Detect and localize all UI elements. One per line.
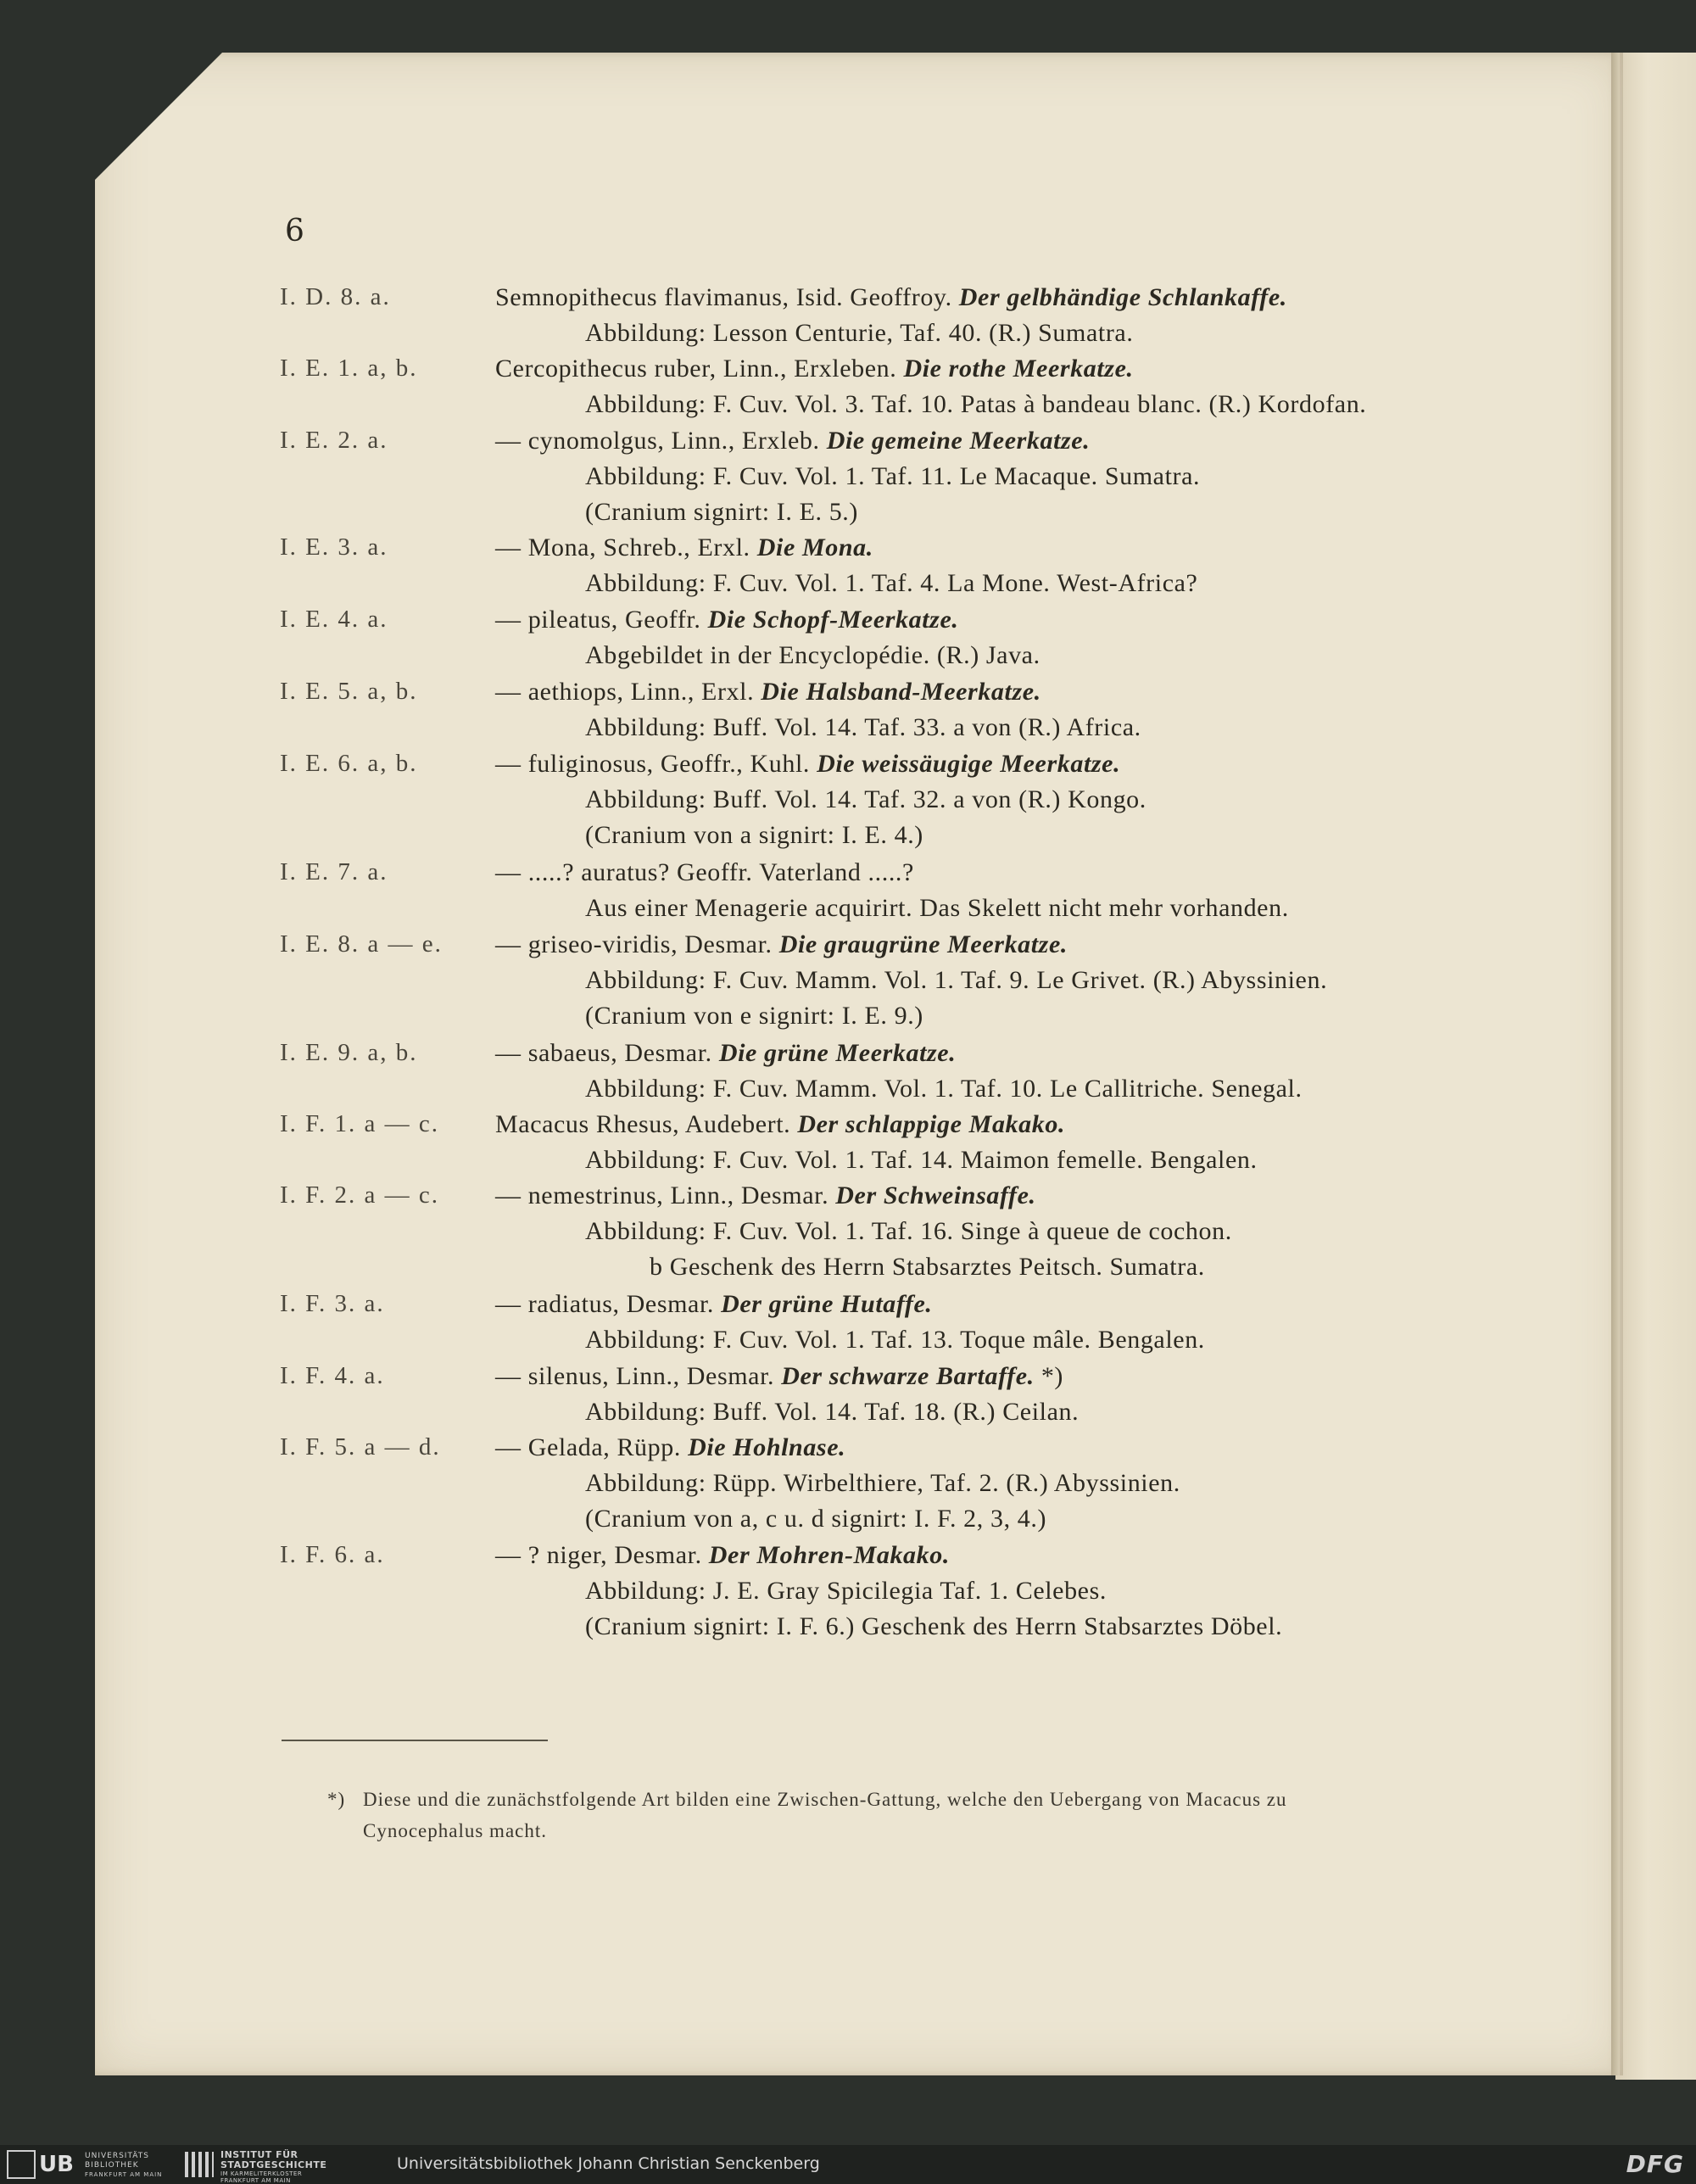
german-common-name: Der Mohren-Makako. [708, 1541, 950, 1569]
isg-line-2: STADTGESCHICHTE [220, 2159, 327, 2170]
german-common-name: Der Schweinsaffe. [835, 1181, 1036, 1209]
species-name-line [495, 750, 1120, 779]
german-common-name: Die grüne Meerkatze. [718, 1039, 957, 1067]
entry-text: b Geschenk des Herrn Stabsarztes Peitsch. Sumatra. [650, 1253, 1205, 1281]
entry-detail-line [585, 821, 923, 850]
entry-text: (Cranium von e signirt: I. E. 9.) [585, 1002, 923, 1030]
entry-text: Abbildung: J. E. Gray Spicilegia Taf. 1. Celebes. [585, 1577, 1107, 1605]
entry-detail-line [585, 1075, 1303, 1103]
entry-text: Abbildung: F. Cuv. Vol. 1. Taf. 11. Le Macaque. Sumatra. [585, 462, 1201, 490]
entry-text: Abbildung: F. Cuv. Vol. 1. Taf. 14. Maimon femelle. Bengalen. [585, 1146, 1258, 1174]
viewer-footer [0, 2145, 1696, 2184]
entry-code: I. E. 7. a. [280, 858, 388, 885]
dfg-logo[interactable]: DFG [1626, 2150, 1684, 2178]
entry-detail-line [585, 966, 1327, 995]
entry-detail-line [585, 713, 1141, 742]
footnote-line-2: Cynocephalus macht. [363, 1820, 548, 1841]
entry-text: (Cranium von a, c u. d signirt: I. F. 2, 3, 4.) [585, 1505, 1047, 1533]
entry-text: Abbildung: F. Cuv. Vol. 3. Taf. 10. Patas à bandeau blanc. (R.) Kordofan. [585, 390, 1367, 418]
entry-code: I. F. 6. a. [280, 1541, 385, 1568]
entry-text: Semnopithecus flavimanus, Isid. Geoffroy. [495, 283, 959, 311]
entry-text: — silenus, Linn., Desmar. [495, 1362, 782, 1390]
species-name-line [495, 1433, 845, 1462]
isg-line-3: IM KARMELITERKLOSTER [220, 2170, 303, 2177]
entry-detail-line [585, 1146, 1258, 1175]
german-common-name: Der schlappige Makako. [797, 1110, 1066, 1138]
german-common-name: Die Halsband-Meerkatze. [761, 678, 1041, 706]
ub-logo-line-3: FRANKFURT AM MAIN [85, 2171, 163, 2178]
isg-columns-icon [185, 2152, 214, 2177]
entry-detail-line [585, 894, 1289, 923]
entry-code: I. F. 1. a — c. [280, 1110, 439, 1137]
footnote-line-1: Diese und die zunächstfolgende Art bilden eine Zwischen-Gattung, welche den Uebergang von Macacus zu [363, 1789, 1287, 1810]
entry-code: I. E. 8. a — e. [280, 930, 443, 958]
species-name-line [495, 1290, 933, 1319]
footnote-marker: *) [327, 1789, 346, 1810]
species-name-line [495, 858, 914, 887]
entry-text: Abbildung: F. Cuv. Vol. 1. Taf. 13. Toque mâle. Bengalen. [585, 1326, 1205, 1354]
entry-code: I. F. 3. a. [280, 1290, 385, 1317]
entry-detail-line [585, 1398, 1079, 1427]
german-common-name: Die gemeine Meerkatze. [826, 427, 1091, 455]
entry-detail-line [585, 1002, 923, 1031]
entry-text: — sabaeus, Desmar. [495, 1039, 719, 1067]
entry-text: — ? niger, Desmar. [495, 1541, 709, 1569]
german-common-name: Die Schopf-Meerkatze. [707, 606, 959, 634]
entry-detail-line [585, 569, 1197, 598]
entry-code: I. E. 6. a, b. [280, 750, 418, 777]
species-name-line [495, 1362, 1063, 1391]
ub-logo-line-2: BIBLIOTHEK [85, 2161, 139, 2170]
entry-text: — griseo-viridis, Desmar. [495, 930, 779, 958]
entry-text: Abbildung: F. Cuv. Mamm. Vol. 1. Taf. 9. Le Grivet. (R.) Abyssinien. [585, 966, 1328, 994]
entry-code: I. E. 5. a, b. [280, 678, 418, 705]
entry-text: — nemestrinus, Linn., Desmar. [495, 1181, 836, 1209]
species-name-line [495, 355, 1134, 383]
library-name[interactable]: Universitätsbibliothek Johann Christian Senckenberg [397, 2154, 820, 2173]
entry-text: Abbildung: Buff. Vol. 14. Taf. 32. a von (R.) Kongo. [585, 785, 1146, 813]
german-common-name: Die rothe Meerkatze. [903, 355, 1134, 383]
entry-detail-line [585, 462, 1200, 491]
entry-text: — fuliginosus, Geoffr., Kuhl. [495, 750, 817, 778]
entry-detail-line [585, 1217, 1232, 1246]
isg-line-4: FRANKFURT AM MAIN [220, 2177, 291, 2184]
german-common-name: Die weissäugige Meerkatze. [817, 750, 1121, 778]
entry-detail-line [585, 390, 1366, 419]
isg-logo[interactable] [185, 2149, 388, 2184]
entry-detail-line [650, 1253, 1205, 1282]
species-name-line [495, 678, 1041, 707]
torn-corner [95, 53, 222, 180]
species-name-line [495, 283, 1287, 312]
entry-text: Abbildung: Rüpp. Wirbelthiere, Taf. 2. (R.) Abyssinien. [585, 1469, 1180, 1497]
species-name-line [495, 606, 958, 634]
ub-logo-line-1: UNIVERSITÄTS [85, 2152, 149, 2160]
species-name-line [495, 1181, 1036, 1210]
adjacent-page [1615, 53, 1696, 2080]
entry-text: Aus einer Menagerie acquirirt. Das Skelett nicht mehr vorhanden. [585, 894, 1289, 922]
entry-detail-line [585, 1612, 1282, 1641]
ub-logo-icon [7, 2150, 36, 2179]
footnote-rule [282, 1740, 548, 1741]
entry-text: Abbildung: F. Cuv. Mamm. Vol. 1. Taf. 10. Le Callitriche. Senegal. [585, 1075, 1303, 1103]
entry-text: — aethiops, Linn., Erxl. [495, 678, 762, 706]
entry-text: — cynomolgus, Linn., Erxleb. [495, 427, 827, 455]
entry-detail-line [585, 1469, 1180, 1498]
german-common-name: Der schwarze Bartaffe. [781, 1362, 1035, 1390]
entry-text: — .....? auratus? Geoffr. Vaterland .....? [495, 858, 914, 886]
entry-text: Abbildung: Buff. Vol. 14. Taf. 33. a von (R.) Africa. [585, 713, 1141, 741]
entry-code: I. F. 4. a. [280, 1362, 385, 1389]
entry-detail-line [585, 498, 858, 527]
species-name-line [495, 427, 1090, 455]
ub-logo[interactable] [7, 2150, 170, 2179]
entry-text: Macacus Rhesus, Audebert. [495, 1110, 798, 1138]
entry-code: I. E. 9. a, b. [280, 1039, 418, 1066]
entry-detail-line [585, 1326, 1205, 1355]
entry-text: (Cranium von a signirt: I. E. 4.) [585, 821, 923, 849]
entry-text: — Gelada, Rüpp. [495, 1433, 689, 1461]
entry-text: Abbildung: F. Cuv. Vol. 1. Taf. 4. La Mone. West-Africa? [585, 569, 1198, 597]
species-name-line [495, 930, 1068, 959]
ub-logo-text: UB [39, 2152, 74, 2177]
entry-detail-line [585, 785, 1146, 814]
entry-text: Abbildung: Buff. Vol. 14. Taf. 18. (R.) Ceilan. [585, 1398, 1080, 1426]
entry-code: I. E. 2. a. [280, 427, 388, 454]
german-common-name: Die Mona. [756, 533, 873, 561]
entry-detail-line [585, 1577, 1107, 1606]
isg-line-1: INSTITUT FÜR [220, 2149, 298, 2160]
entry-code: I. F. 2. a — c. [280, 1181, 439, 1209]
species-name-line [495, 1039, 956, 1068]
species-name-line [495, 1541, 950, 1570]
species-name-line [495, 1110, 1065, 1139]
german-common-name: Der grüne Hutaffe. [721, 1290, 933, 1318]
german-common-name: Die graugrüne Meerkatze. [778, 930, 1068, 958]
entry-text: Abbildung: F. Cuv. Vol. 1. Taf. 16. Singe à queue de cochon. [585, 1217, 1232, 1245]
entry-code: I. E. 3. a. [280, 533, 388, 561]
entry-text: (Cranium signirt: I. F. 6.) Geschenk des Herrn Stabsarztes Döbel. [585, 1612, 1283, 1640]
species-name-line [495, 533, 873, 562]
entry-text: — pileatus, Geoffr. [495, 606, 708, 634]
entry-text: (Cranium signirt: I. E. 5.) [585, 498, 858, 526]
entry-detail-line [585, 319, 1133, 348]
entry-detail-line [585, 1505, 1046, 1533]
entry-text: — radiatus, Desmar. [495, 1290, 722, 1318]
german-common-name: Die Hohlnase. [688, 1433, 846, 1461]
entry-text: Cercopithecus ruber, Linn., Erxleben. [495, 355, 904, 383]
entry-code: I. F. 5. a — d. [280, 1433, 441, 1461]
entry-detail-line [585, 641, 1040, 670]
footnote-reference: *) [1034, 1362, 1064, 1390]
entry-code: I. E. 1. a, b. [280, 355, 418, 382]
entry-code: I. D. 8. a. [280, 283, 391, 310]
page-number: 6 [285, 214, 304, 249]
entry-text: — Mona, Schreb., Erxl. [495, 533, 757, 561]
entry-text: Abgebildet in der Encyclopédie. (R.) Java. [585, 641, 1040, 669]
german-common-name: Der gelbhändige Schlankaffe. [958, 283, 1287, 311]
page-gutter [1611, 53, 1620, 2075]
entry-code: I. E. 4. a. [280, 606, 388, 633]
entry-text: Abbildung: Lesson Centurie, Taf. 40. (R.) Sumatra. [585, 319, 1134, 347]
